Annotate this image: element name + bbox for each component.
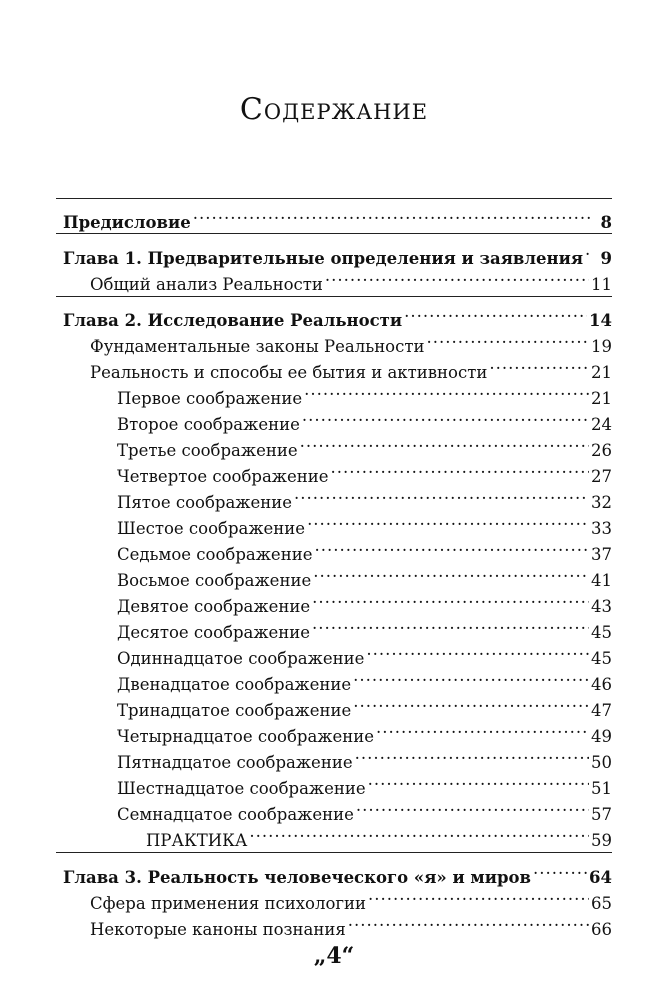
toc-entry-page: 41	[591, 571, 612, 590]
toc-entry-page: 49	[591, 727, 612, 746]
toc-entry[interactable]	[117, 638, 612, 668]
toc-entry-page: 59	[591, 831, 612, 850]
toc-entry-label: Семнадцатое соображение	[117, 805, 354, 824]
toc-entry[interactable]	[117, 690, 612, 720]
section-divider	[56, 198, 612, 199]
toc-entry[interactable]	[117, 508, 612, 538]
toc-entry-page: 8	[600, 213, 612, 232]
toc-entry-label: Шестнадцатое соображение	[117, 779, 366, 798]
dot-leader	[533, 857, 587, 883]
toc-entry[interactable]	[117, 742, 612, 772]
toc-entry-label: ПРАКТИКА	[146, 831, 248, 850]
toc-entry[interactable]	[117, 586, 612, 616]
toc-entry-label: Шестое соображение	[117, 519, 306, 538]
toc-entry-label: Тринадцатое соображение	[117, 701, 352, 720]
toc-entry-label: Сфера применения психологии	[90, 894, 367, 913]
toc-entry[interactable]	[90, 352, 612, 382]
toc-entry-page: 45	[591, 623, 612, 642]
toc-entry-label: Первое соображение	[117, 389, 303, 408]
toc-entry[interactable]	[117, 768, 612, 798]
toc-entry-page: 43	[591, 597, 612, 616]
dot-leader	[368, 883, 589, 909]
toc-entry-page: 57	[591, 805, 612, 824]
toc-entry-label: Десятое соображение	[117, 623, 311, 642]
toc-entry[interactable]	[146, 820, 612, 850]
toc-entry-label: Двенадцатое соображение	[117, 675, 352, 694]
toc-entry[interactable]	[63, 857, 612, 887]
toc-entry-page: 19	[591, 337, 612, 356]
section-divider	[56, 296, 612, 297]
toc-entry-page: 66	[591, 920, 612, 939]
toc-entry-page: 45	[591, 649, 612, 668]
toc-entry-label: Четвертое соображение	[117, 467, 329, 486]
toc-entry[interactable]	[117, 534, 612, 564]
toc-entry-page: 37	[591, 545, 612, 564]
dot-leader	[368, 768, 589, 794]
dot-leader	[294, 482, 589, 508]
toc-entry-page: 27	[591, 467, 612, 486]
dot-leader	[302, 404, 589, 430]
dot-leader	[330, 456, 589, 482]
toc-entry-page: 65	[591, 894, 612, 913]
toc-entry-label: Глава 3. Реальность человеческого «я» и миров	[63, 868, 532, 887]
dot-leader	[376, 716, 589, 742]
dot-leader	[314, 534, 589, 560]
toc-entry[interactable]	[63, 300, 612, 330]
dot-leader	[313, 560, 589, 586]
toc-entry[interactable]	[90, 909, 612, 939]
dot-leader	[325, 264, 589, 290]
toc-entry-page: 47	[591, 701, 612, 720]
toc-entry-page: 32	[591, 493, 612, 512]
dot-leader	[193, 202, 592, 228]
toc-entry-page: 46	[591, 675, 612, 694]
dot-leader	[312, 612, 589, 638]
toc-entry-label: Глава 1. Предварительные определения и заявления	[63, 249, 584, 268]
dot-leader	[355, 742, 589, 768]
dot-leader	[489, 352, 589, 378]
dot-leader	[304, 378, 589, 404]
toc-entry-label: Одиннадцатое соображение	[117, 649, 365, 668]
toc-entry-page: 33	[591, 519, 612, 538]
toc-entry-label: Второе соображение	[117, 415, 300, 434]
toc-entry[interactable]	[90, 326, 612, 356]
toc-entry-page: 21	[591, 389, 612, 408]
toc-entry[interactable]	[117, 560, 612, 590]
toc-entry[interactable]	[117, 716, 612, 746]
toc-entry-label: Седьмое соображение	[117, 545, 313, 564]
dot-leader	[249, 820, 589, 846]
toc-entry-label: Глава 2. Исследование Реальности	[63, 311, 403, 330]
dot-leader	[404, 300, 587, 326]
toc-entry-label: Предисловие	[63, 213, 191, 232]
dot-leader	[300, 430, 589, 456]
toc-entry[interactable]	[63, 202, 612, 232]
dot-leader	[366, 638, 589, 664]
dot-leader	[585, 238, 592, 264]
toc-entry-page: 50	[591, 753, 612, 772]
toc-entry-page: 64	[589, 868, 612, 887]
toc-entry-page: 26	[591, 441, 612, 460]
toc-entry-page: 51	[591, 779, 612, 798]
toc-entry[interactable]	[90, 264, 612, 294]
toc-entry[interactable]	[117, 664, 612, 694]
dot-leader	[427, 326, 590, 352]
toc-entry[interactable]	[63, 238, 612, 268]
toc-entry-label: Девятое соображение	[117, 597, 311, 616]
dot-leader	[353, 664, 589, 690]
toc-entry-page: 11	[591, 275, 612, 294]
section-divider	[56, 233, 612, 234]
toc-entry[interactable]	[90, 883, 612, 913]
toc-entry[interactable]	[117, 378, 612, 408]
toc-entry-page: 21	[591, 363, 612, 382]
toc-entry[interactable]	[117, 482, 612, 512]
toc-entry-page: 9	[600, 249, 612, 268]
dot-leader	[348, 909, 589, 935]
toc-entry-page: 14	[589, 311, 612, 330]
toc-entry-page: 24	[591, 415, 612, 434]
dot-leader	[356, 794, 589, 820]
toc-entry-label: Пятое соображение	[117, 493, 293, 512]
toc-entry-label: Восьмое соображение	[117, 571, 312, 590]
toc-entry-label: Четырнадцатое соображение	[117, 727, 374, 746]
toc-entry-label: Фундаментальные законы Реальности	[90, 337, 425, 356]
dot-leader	[312, 586, 589, 612]
dot-leader	[307, 508, 589, 534]
toc-entry-label: Реальность и способы ее бытия и активности	[90, 363, 488, 382]
toc-entry[interactable]	[117, 430, 612, 460]
page-number: „4“	[313, 943, 355, 969]
toc-entry-label: Третье соображение	[117, 441, 298, 460]
section-divider	[56, 852, 612, 853]
toc-entry[interactable]	[117, 456, 612, 486]
dot-leader	[353, 690, 589, 716]
toc-entry[interactable]	[117, 794, 612, 824]
toc-entry-label: Некоторые каноны познания	[90, 920, 346, 939]
page-title: Содержание	[239, 92, 429, 127]
toc-entry-label: Пятнадцатое соображение	[117, 753, 353, 772]
toc-entry[interactable]	[117, 612, 612, 642]
toc-entry-label: Общий анализ Реальности	[90, 275, 323, 294]
toc-entry[interactable]	[117, 404, 612, 434]
